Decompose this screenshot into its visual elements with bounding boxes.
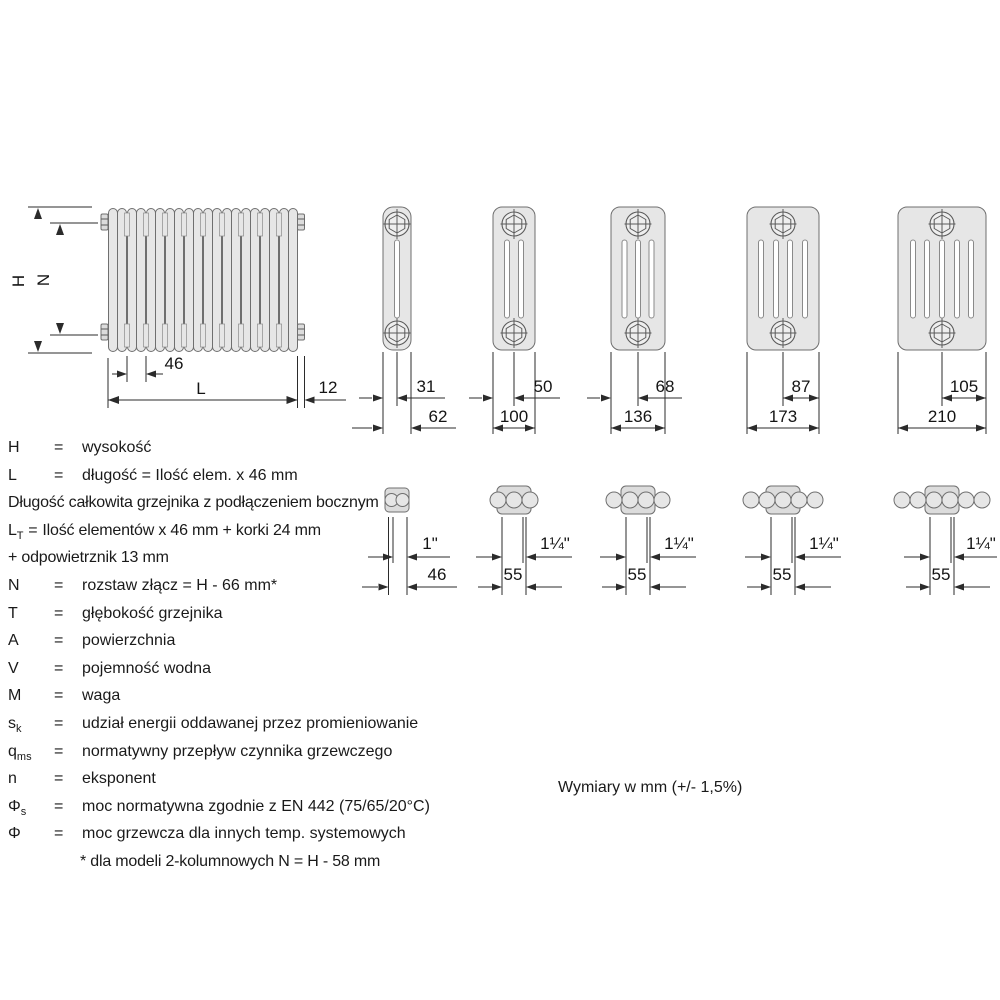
legend-symbol: T: [8, 604, 18, 622]
radiator-cap: [298, 214, 305, 230]
legend-equals: =: [54, 466, 64, 484]
legend-equals: =: [54, 797, 64, 815]
legend-row: [8, 658, 453, 686]
top-view-4col: [600, 486, 696, 595]
dimensions-tolerance-note: Wymiary w mm (+/- 1,5%): [558, 779, 743, 796]
legend-symbol: L: [8, 466, 17, 484]
thread-size-value: 1¼": [664, 534, 694, 553]
thread-size-value: 1": [422, 534, 438, 553]
cross-section-3col: [469, 207, 560, 434]
legend-description: moc grzewcza dla innych temp. systemowych: [82, 825, 406, 843]
legend-row: [8, 685, 453, 713]
cross-section-5col: [747, 207, 819, 434]
connection-width-value: 55: [503, 565, 523, 584]
pitch-dimension: [34, 223, 98, 335]
legend-equals: =: [54, 742, 64, 760]
section-half-depth: 68: [655, 377, 675, 396]
legend-description: powierzchnia: [82, 632, 176, 650]
radiator-element: [166, 209, 184, 352]
radiator-element: [109, 209, 127, 352]
connection-width-value: 46: [427, 565, 447, 584]
legend-description: głębokość grzejnika: [82, 604, 223, 622]
legend-symbol: V: [8, 659, 19, 677]
legend-symbol: A: [8, 632, 19, 650]
top-view-3col: [476, 486, 572, 595]
radiator-element: [204, 209, 222, 352]
legend-equals: =: [54, 659, 64, 677]
legend-symbol: $\Phi_s$: [8, 797, 27, 818]
cross-section-4col: [587, 207, 682, 434]
pitch-dimension-label: N: [34, 273, 53, 287]
legend-row: [8, 465, 453, 493]
legend-row: [8, 603, 453, 631]
legend-row: [8, 492, 453, 520]
legend-equals: =: [28, 521, 38, 539]
legend-row: [8, 547, 453, 575]
legend-symbol: Φ: [8, 825, 21, 843]
legend-row: [8, 630, 453, 658]
symbol-legend: [8, 437, 453, 879]
section-half-depth: 50: [533, 377, 553, 396]
legend-row: [8, 741, 453, 769]
legend-description: eksponent: [82, 770, 156, 788]
legend-row: [8, 796, 453, 824]
legend-equals: =: [54, 439, 64, 456]
radiator-cap: [101, 214, 108, 230]
radiator-element: [261, 209, 279, 352]
length-dimension: [108, 356, 346, 408]
legend-description: długość = Ilość elem. x 46 mm: [82, 466, 298, 484]
legend-symbol: n: [8, 770, 17, 788]
legend-symbol: N: [8, 576, 20, 594]
legend-symbol: + odpowietrznik 13 mm: [8, 549, 169, 567]
legend-description: moc normatywna zgodnie z EN 442 (75/65/20°C): [82, 797, 430, 815]
legend-row: [8, 851, 453, 879]
section-half-depth: 87: [791, 377, 811, 396]
legend-description: pojemność wodna: [82, 659, 211, 677]
legend-symbol: M: [8, 687, 22, 705]
radiator-cap: [298, 324, 305, 340]
top-view-5col: [743, 486, 841, 595]
legend-equals: =: [54, 770, 64, 788]
top-view-6col: [894, 486, 997, 595]
legend-row: [8, 823, 453, 851]
section-depth: 62: [428, 407, 448, 426]
legend-description: Ilość elementów x 46 mm + korki 24 mm: [42, 521, 321, 539]
section-depth: 136: [623, 407, 653, 426]
legend-description: waga: [82, 687, 121, 705]
legend-description: wysokość: [82, 439, 152, 456]
legend-row: [8, 520, 453, 548]
legend-symbol: $s_k$: [8, 714, 22, 736]
legend-description: udział energii oddawanej przez promieniowanie: [82, 714, 419, 732]
thread-size-value: 1¼": [540, 534, 570, 553]
radiator-element: [128, 209, 146, 352]
radiator-element: [147, 209, 165, 352]
thread-size-value: 1¼": [809, 534, 839, 553]
radiator-element: [242, 209, 260, 352]
element-width-value: 46: [164, 354, 184, 373]
legend-equals: =: [54, 714, 64, 732]
length-dimension-label: L: [196, 379, 206, 398]
section-depth: 173: [768, 407, 798, 426]
legend-symbol: $q_{ms}$: [8, 742, 32, 763]
legend-symbol: * dla modeli 2-kolumnowych N = H - 58 mm: [80, 852, 381, 870]
height-dimension-label: H: [9, 274, 28, 288]
connection-width-value: 55: [931, 565, 951, 584]
front-view-diagram: [9, 207, 346, 408]
section-depth: 100: [499, 407, 529, 426]
radiator-element: [185, 209, 203, 352]
legend-row: [8, 768, 453, 796]
legend-symbol: H: [8, 439, 20, 456]
end-offset-value: 12: [318, 378, 338, 397]
legend-equals: =: [54, 576, 64, 594]
radiator-element: [280, 209, 298, 352]
legend-equals: =: [54, 687, 64, 705]
legend-row: [8, 575, 453, 603]
radiator-element: [223, 209, 241, 352]
legend-row: [8, 437, 453, 465]
legend-symbol: Długość całkowita grzejnika z podłączeniem bocznym: [8, 494, 379, 512]
section-half-depth: 31: [416, 377, 436, 396]
connection-width-value: 55: [772, 565, 792, 584]
legend-symbol: $L_T$: [8, 521, 24, 542]
section-depth: 210: [927, 407, 957, 426]
connection-width-value: 55: [627, 565, 647, 584]
cross-section-2col: [352, 207, 456, 434]
radiator-cap: [101, 324, 108, 340]
legend-description: rozstaw złącz = H - 66 mm*: [82, 576, 278, 594]
legend-description: normatywny przepływ czynnika grzewczego: [82, 742, 393, 760]
legend-equals: =: [54, 604, 64, 622]
thread-size-value: 1¼": [966, 534, 996, 553]
cross-section-6col: [898, 207, 986, 434]
legend-row: [8, 713, 453, 741]
legend-equals: =: [54, 825, 64, 843]
section-half-depth: 105: [949, 377, 979, 396]
legend-equals: =: [54, 632, 64, 650]
